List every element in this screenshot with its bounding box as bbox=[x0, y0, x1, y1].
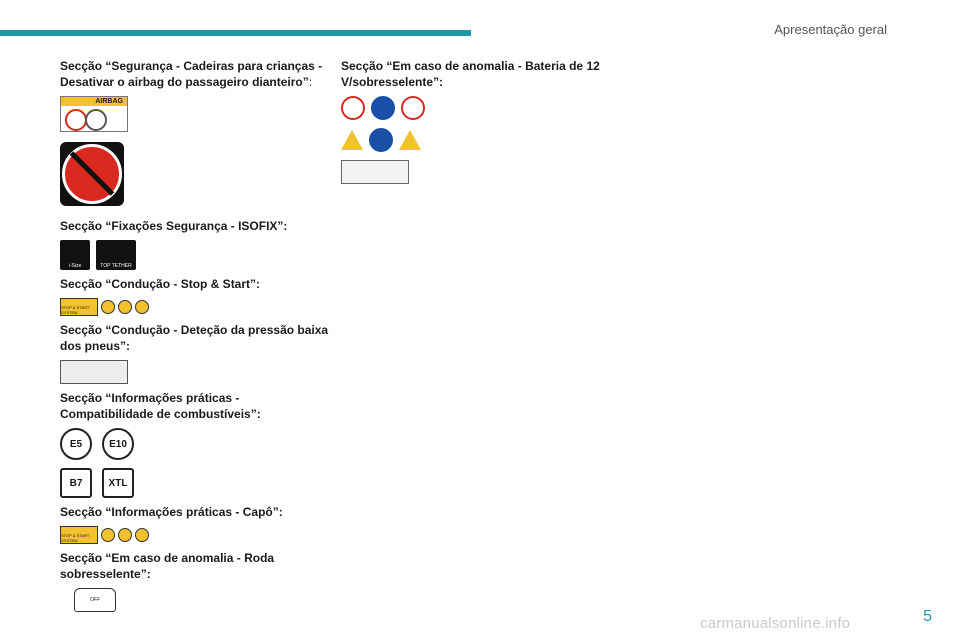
isize-icon: i-Size bbox=[60, 240, 90, 270]
section-heading: Secção “Condução - Deteção da pressão baixa dos pneus”: bbox=[60, 323, 329, 353]
corrosive-warning-icon bbox=[399, 130, 421, 150]
no-child-seat-icon bbox=[65, 109, 87, 131]
fuel-b7-icon: B7 bbox=[60, 468, 92, 498]
section-battery bbox=[341, 58, 611, 184]
airbag-label-text: AIRBAG bbox=[61, 97, 127, 106]
tyre-pressure-label-icon bbox=[60, 360, 128, 384]
stop-start-off-icon: OFF bbox=[74, 588, 116, 612]
header-accent-bar bbox=[0, 30, 471, 36]
airbag-label-icon bbox=[60, 96, 128, 132]
child-seat-icon bbox=[85, 109, 107, 131]
section-spare-wheel bbox=[60, 550, 330, 612]
section-heading: Secção “Em caso de anomalia - Bateria de 12 V/sobresselente”: bbox=[341, 59, 600, 89]
section-heading: Secção “Segurança - Cadeiras para crianças - Desativar o airbag do passageiro dianteiro”: bbox=[60, 59, 323, 89]
left-column bbox=[60, 58, 330, 612]
top-tether-icon: TOP TETHER bbox=[96, 240, 136, 270]
fuel-e10-icon: E10 bbox=[102, 428, 134, 460]
watermark: carmanualsonline.info bbox=[700, 615, 851, 632]
read-manual-icon bbox=[369, 128, 393, 152]
section-tyre-pressure bbox=[60, 322, 330, 384]
section-fuel bbox=[60, 390, 330, 498]
fuel-e5-icon: E5 bbox=[60, 428, 92, 460]
section-isofix bbox=[60, 218, 330, 270]
section-airbag bbox=[60, 58, 330, 206]
explosive-warning-icon bbox=[341, 130, 363, 150]
page-number: 5 bbox=[923, 608, 932, 625]
page-section-title: Apresentação geral bbox=[774, 22, 887, 37]
no-flame-icon bbox=[341, 96, 365, 120]
eye-protection-icon bbox=[371, 96, 395, 120]
section-bonnet bbox=[60, 504, 330, 544]
battery-label-icon bbox=[341, 160, 409, 184]
passenger-airbag-off-icon bbox=[60, 142, 124, 206]
no-children-icon bbox=[401, 96, 425, 120]
section-heading: Secção “Informações práticas - Compatibilidade de combustíveis”: bbox=[60, 391, 261, 421]
section-heading: Secção “Informações práticas - Capô”: bbox=[60, 505, 283, 519]
section-heading: Secção “Condução - Stop & Start”: bbox=[60, 277, 261, 291]
fuel-xtl-icon: XTL bbox=[102, 468, 134, 498]
section-heading: Secção “Fixações Segurança - ISOFIX”: bbox=[60, 219, 288, 233]
section-heading: Secção “Em caso de anomalia - Roda sobresselente”: bbox=[60, 551, 275, 581]
section-stop-start bbox=[60, 276, 330, 316]
stop-start-warning-icon: STOP & START SYSTEM bbox=[60, 298, 330, 316]
bonnet-warning-icon: STOP & START SYSTEM bbox=[60, 526, 330, 544]
right-column bbox=[341, 58, 611, 184]
